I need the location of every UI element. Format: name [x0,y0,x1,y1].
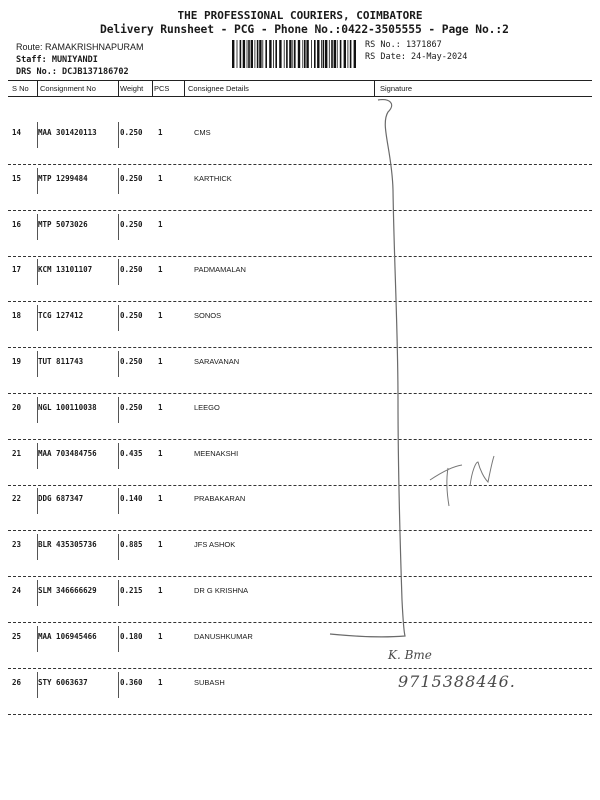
barcode-image [232,40,358,68]
row-weight: 0.250 [120,173,143,183]
table-row [8,174,592,220]
column-divider [118,259,119,285]
row-sno: 14 [12,128,22,137]
row-separator [8,164,592,165]
row-sno: 20 [12,402,22,412]
table-row [8,311,592,357]
row-weight: 0.360 [120,677,143,687]
table-row [8,586,592,632]
row-sno: 24 [12,586,22,595]
row-sno: 16 [12,219,22,229]
column-divider [37,397,38,423]
table-row [8,494,592,540]
header-divider [37,80,38,96]
column-divider [118,168,119,194]
row-consignment-no: NGL 100110038 [38,402,97,412]
column-divider [118,488,119,514]
col-sno: S No [12,84,29,93]
row-pcs: 1 [158,173,163,183]
row-consignment-no: MAA 106945466 [38,631,97,641]
row-consignment-no: MTP 1299484 [38,173,88,183]
column-divider [118,672,119,698]
row-sno: 25 [12,631,22,641]
row-separator [8,210,592,211]
table-row [8,540,592,586]
runsheet-subtitle: Delivery Runsheet - PCG - Phone No.:0422-3505555 - Page No.:2 [100,23,509,36]
rs-date: RS Date: 24-May-2024 [365,52,468,62]
col-weight: Weight [120,84,144,93]
table-row [8,449,592,495]
column-divider [118,305,119,331]
row-consignee: CMS [194,128,211,137]
header-bottom-rule [8,96,592,97]
route-label: Route: RAMAKRISHNAPURAM [16,42,144,52]
table-row [8,128,592,174]
row-separator [8,668,592,669]
header-divider [118,80,119,96]
table-row [8,220,592,266]
column-divider [118,214,119,240]
table-header [8,80,592,96]
row-weight: 0.250 [120,128,143,137]
row-consignee: PRABAKARAN [194,494,246,504]
row-weight: 0.250 [120,219,143,229]
column-divider [118,443,119,469]
row-consignee: PADMAMALAN [194,265,246,275]
column-divider [118,351,119,377]
column-divider [37,259,38,285]
row-sno: 18 [12,311,22,321]
row-consignment-no: STY 6063637 [38,677,88,687]
staff-label: Staff: MUNIYANDI [16,55,98,65]
row-separator [8,576,592,577]
col-consignment: Consignment No [40,84,96,93]
row-separator [8,393,592,394]
row-consignee: SARAVANAN [194,357,240,366]
row-sno: 15 [12,173,22,183]
column-divider [37,214,38,240]
table-row [8,357,592,403]
col-consignee: Consignee Details [188,84,249,93]
row-consignee: DANUSHKUMAR [194,631,253,641]
row-consignee: JFS ASHOK [194,540,236,550]
col-pcs: PCS [154,84,170,93]
header-divider [184,80,185,96]
column-divider [118,122,119,148]
row-consignee: SUBASH [194,677,225,687]
handwritten-receiver-name: K. Bme [388,648,432,662]
row-consignee: KARTHICK [194,173,232,183]
row-consignment-no: TUT 811743 [38,357,84,366]
row-weight: 0.250 [120,311,143,321]
column-divider [118,534,119,560]
row-pcs: 1 [158,128,163,137]
row-sno: 23 [12,540,22,550]
row-pcs: 1 [158,402,163,412]
column-divider [37,122,38,148]
col-signature: Signature [380,84,413,93]
row-pcs: 1 [158,357,163,366]
column-divider [37,305,38,331]
column-divider [37,351,38,377]
row-consignment-no: SLM 346666629 [38,586,97,595]
row-consignment-no: MTP 5073026 [38,219,88,229]
handwritten-initials [500,465,502,466]
row-consignee: DR G KRISHNA [194,586,249,595]
column-divider [118,580,119,606]
row-sno: 26 [12,677,22,687]
row-consignee: SONOS [194,311,222,321]
table-row [8,265,592,311]
row-pcs: 1 [158,448,163,458]
row-separator [8,347,592,348]
row-separator [8,530,592,531]
row-pcs: 1 [158,631,163,641]
handwritten-phone-number: 9715388446. [398,672,516,691]
column-divider [118,626,119,652]
row-weight: 0.180 [120,631,143,641]
row-separator [8,485,592,486]
row-separator [8,622,592,623]
column-divider [37,443,38,469]
row-sno: 22 [12,494,22,504]
row-pcs: 1 [158,586,163,595]
column-divider [37,488,38,514]
row-pcs: 1 [158,540,163,550]
column-divider [118,397,119,423]
company-name: THE PROFESSIONAL COURIERS, COIMBATORE [177,9,423,22]
row-sno: 17 [12,265,22,275]
table-row [8,632,592,678]
row-separator [8,439,592,440]
row-weight: 0.250 [120,265,143,275]
row-sno: 19 [12,357,22,366]
row-consignment-no: KCM 13101107 [38,265,93,275]
table-row [8,403,592,449]
row-pcs: 1 [158,677,163,687]
row-pcs: 1 [158,265,163,275]
row-pcs: 1 [158,494,163,504]
row-sno: 21 [12,448,22,458]
row-consignee: MEENAKSHI [194,448,239,458]
row-consignment-no: DDG 687347 [38,494,84,504]
row-weight: 0.140 [120,494,143,504]
row-weight: 0.435 [120,448,143,458]
column-divider [37,168,38,194]
row-consignee: LEEGO [194,402,220,412]
row-pcs: 1 [158,219,163,229]
row-weight: 0.215 [120,586,143,595]
row-consignment-no: TCG 127412 [38,311,84,321]
column-divider [37,534,38,560]
header-divider [374,80,375,96]
row-separator [8,256,592,257]
row-consignment-no: BLR 435305736 [38,540,97,550]
header-divider [152,80,153,96]
column-divider [37,672,38,698]
row-separator [8,714,592,715]
column-divider [37,580,38,606]
row-consignment-no: MAA 703484756 [38,448,97,458]
row-weight: 0.250 [120,357,143,366]
row-weight: 0.250 [120,402,143,412]
column-divider [37,626,38,652]
row-consignment-no: MAA 301420113 [38,128,97,137]
drs-number: DRS No.: DCJB137186702 [16,67,129,77]
rs-number: RS No.: 1371867 [365,40,442,50]
row-pcs: 1 [158,311,163,321]
row-separator [8,301,592,302]
row-weight: 0.885 [120,540,143,550]
